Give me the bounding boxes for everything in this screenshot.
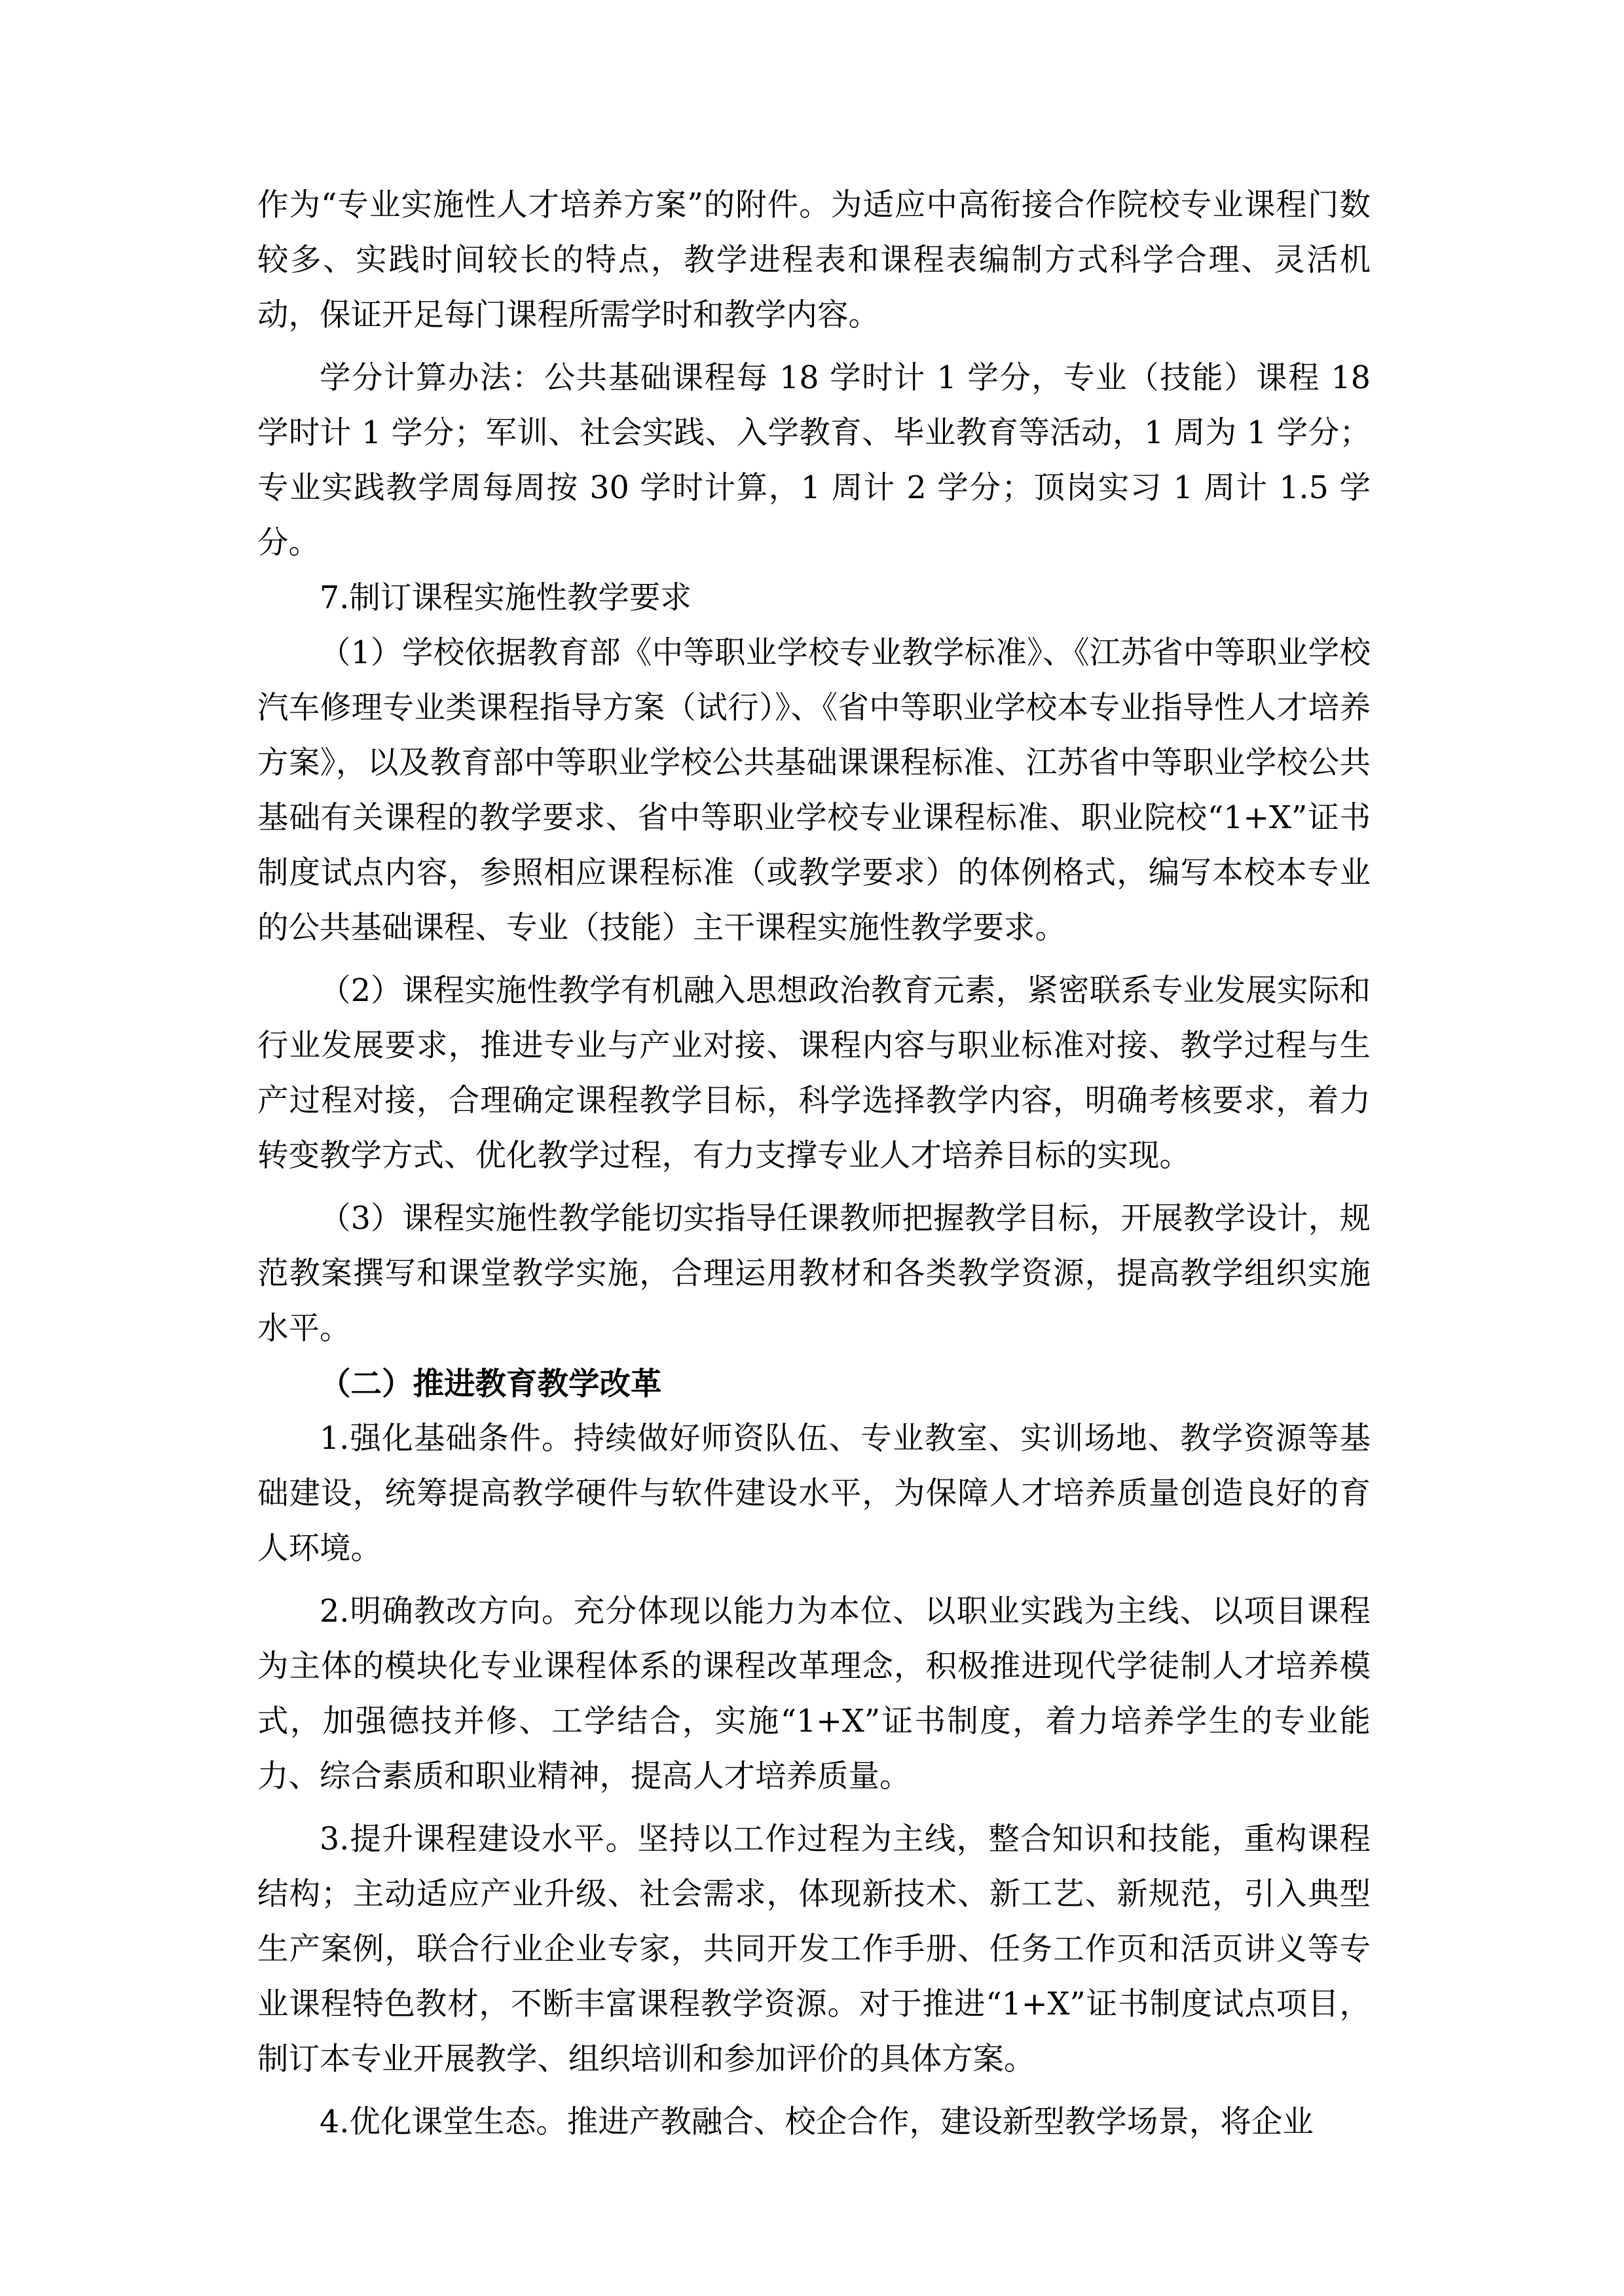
paragraph-reform-4: 4.优化课堂生态。推进产教融合、校企合作，建设新型教学场景，将企业 [320, 2104, 1314, 2140]
document-page [257, 178, 1371, 2150]
paragraph-reform-3: 3.提升课程建设水平。坚持以工作过程为主线，整合知识和技能，重构课程结构；主动适应产业升级、社会需求，体现新技术、新工艺、新规范，引入典型生产案例，联合行业企业专家，共同开发工作手册、任务工作页和活页讲义等专业课程特色教材，不断丰富课程教学资源。对于推进“1+X”证书制度试点项目，制订本专业开展教学、组织培训和参加评价的具体方案。 [257, 1821, 1371, 2077]
section-heading-course-requirements: 7.制订课程实施性教学要求 [320, 580, 692, 616]
section-heading-teaching-reform: （二）推进教育教学改革 [320, 1366, 662, 1402]
paragraph-reform-1: 1.强化基础条件。持续做好师资队伍、专业教室、实训场地、教学资源等基础建设，统筹提高教学硬件与软件建设水平，为保障人才培养质量创造良好的育人环境。 [257, 1421, 1371, 1567]
paragraph-reform-2: 2.明确教改方向。充分体现以能力为本位、以职业实践为主线、以项目课程为主体的模块化专业课程体系的课程改革理念，积极推进现代学徒制人才培养模式，加强德技并修、工学结合，实施“1+X”证书制度，着力培养学生的专业能力、综合素质和职业精神，提高人才培养质量。 [257, 1594, 1371, 1795]
paragraph-attachment-note: 作为“专业实施性人才培养方案”的附件。为适应中高衔接合作院校专业课程门数较多、实践时间较长的特点，教学进程表和课程表编制方式科学合理、灵活机动，保证开足每门课程所需学时和教学内容。 [257, 187, 1371, 333]
paragraph-requirement-3: （3）课程实施性教学能切实指导任课教师把握教学目标，开展教学设计，规范教案撰写和课堂教学实施，合理运用教材和各类教学资源，提高教学组织实施水平。 [257, 1201, 1371, 1347]
paragraph-credit-calculation: 学分计算办法：公共基础课程每 18 学时计 1 学分，专业（技能）课程 18 学时计 1 学分；军训、社会实践、入学教育、毕业教育等活动，1 周为 1 学分；专业实践教学周每周按 30 学时计算，1 周计 2 学分；顶岗实习 1 周计 1.5 学分。 [257, 360, 1371, 561]
paragraph-requirement-2: （2）课程实施性教学有机融入思想政治教育元素，紧密联系专业发展实际和行业发展要求，推进专业与产业对接、课程内容与职业标准对接、教学过程与生产过程对接，合理确定课程教学目标，科学选择教学内容，明确考核要求，着力转变教学方式、优化教学过程，有力支撑专业人才培养目标的实现。 [257, 973, 1371, 1174]
paragraph-requirement-1: （1）学校依据教育部《中等职业学校专业教学标准》、《江苏省中等职业学校汽车修理专业类课程指导方案（试行）》、《省中等职业学校本专业指导性人才培养方案》，以及教育部中等职业学校公共基础课课程标准、江苏省中等职业学校公共基础有关课程的教学要求、省中等职业学校专业课程标准、职业院校“1+X”证书制度试点内容，参照相应课程标准（或教学要求）的体例格式，编写本校本专业的公共基础课程、专业（技能）主干课程实施性教学要求。 [257, 635, 1371, 946]
